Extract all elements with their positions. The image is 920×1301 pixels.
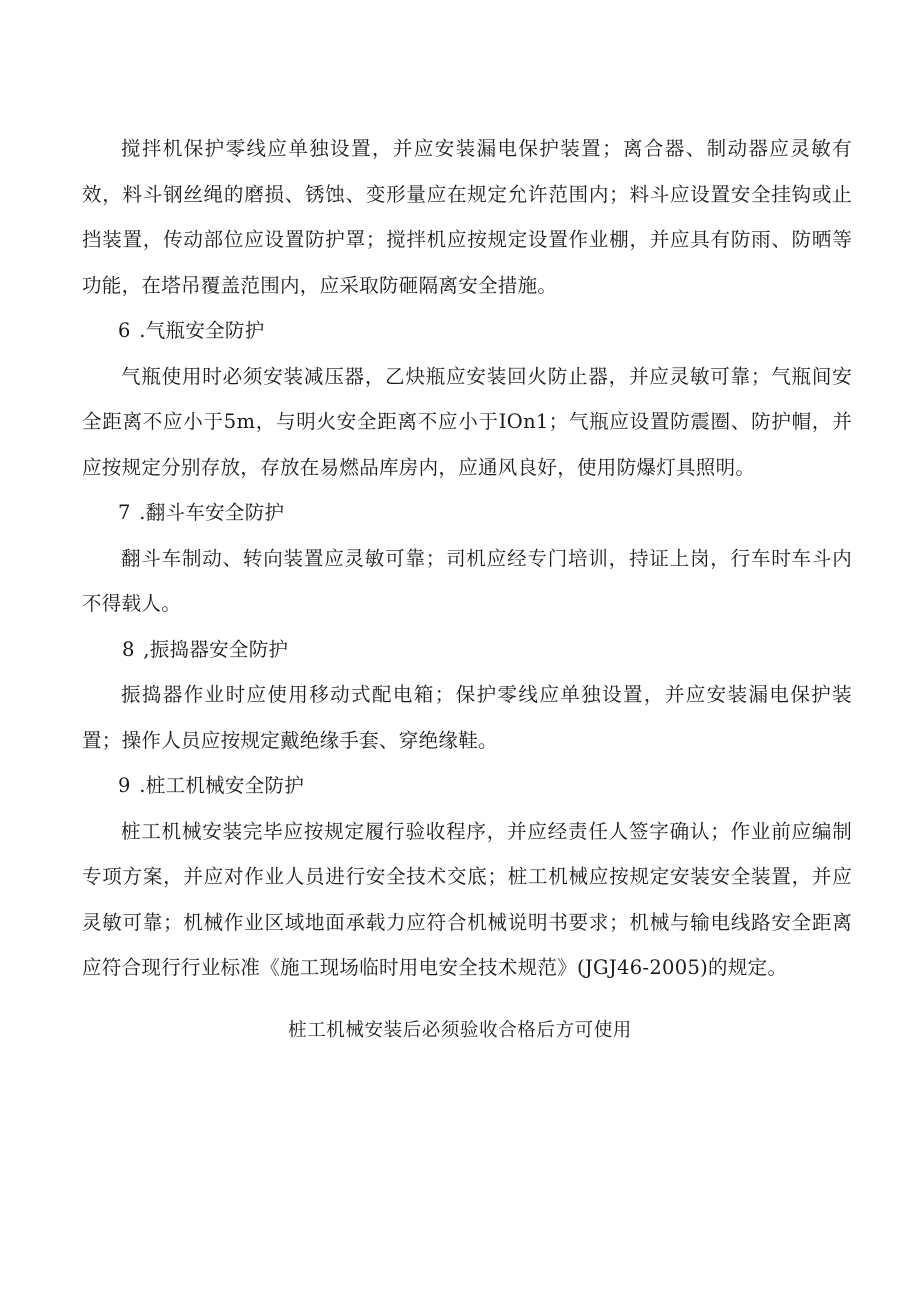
- section-title: 气瓶安全防护: [145, 319, 265, 342]
- section-heading-dump-truck: [82, 490, 852, 536]
- section-heading-pile-machinery: [82, 763, 852, 809]
- pile-machinery-paragraph: 桩工机械安装完毕应按规定履行验收程序，并应经责任人签字确认；作业前应编制专项方案，并应对作业人员进行安全技术交底；桩工机械应按规定安装安全装置，并应灵敏可靠；机械作业区域地面承载力应符合机械说明书要求；机械与输电线路安全距离应符合现行行业标准《施工现场临时用电安全技术规范》(JGJ46-2005)的规定。: [82, 819, 852, 979]
- vibrator-paragraph: 振捣器作业时应使用移动式配电箱；保护零线应单独设置，并应安装漏电保护装置；操作人员应按规定戴绝缘手套、穿绝缘鞋。: [82, 683, 852, 752]
- mixer-paragraph: 搅拌机保护零线应单独设置，并应安装漏电保护装置；离合器、制动器应灵敏有效，料斗钢丝绳的磨损、锈蚀、变形量应在规定允许范围内；料斗应设置安全挂钩或止挡装置，传动部位应设置防护罩；搅拌机应按规定设置作业棚，并应具有防雨、防晒等功能，在塔吊覆盖范围内，应采取防砸隔离安全措施。: [82, 137, 852, 297]
- section-title: 桩工机械安全防护: [145, 774, 305, 797]
- section-separator: .: [132, 501, 146, 524]
- section-title: 翻斗车安全防护: [145, 501, 285, 524]
- section-title: 振捣器安全防护: [149, 637, 289, 661]
- dump-truck-paragraph: 翻斗车制动、转向装置应灵敏可靠；司机应经专门培训，持证上岗，行车时车斗内不得载人。: [82, 546, 852, 615]
- section-number: 8: [122, 637, 135, 661]
- section-number: 6: [118, 319, 131, 342]
- section-number: 9: [118, 774, 131, 797]
- figure-caption: 桩工机械安装后必须验收合格后方可使用: [288, 1020, 632, 1041]
- gas-cylinder-paragraph: 气瓶使用时必须安装减压器，乙炔瓶应安装回火防止器，并应灵敏可靠；气瓶间安全距离不应小于5m，与明火安全距离不应小于IOn1；气瓶应设置防震圈、防护帽，并应按规定分别存放，存放在易燃品库房内，应通风良好，使用防爆灯具照明。: [82, 364, 852, 479]
- section-separator: .: [132, 319, 146, 342]
- section-heading-vibrator: [82, 627, 852, 673]
- section-number: 7: [118, 501, 131, 524]
- document-page: [82, 126, 852, 991]
- section-separator: ,: [136, 637, 150, 661]
- section-heading-gas-cylinder: [82, 308, 852, 354]
- section-separator: .: [132, 774, 146, 797]
